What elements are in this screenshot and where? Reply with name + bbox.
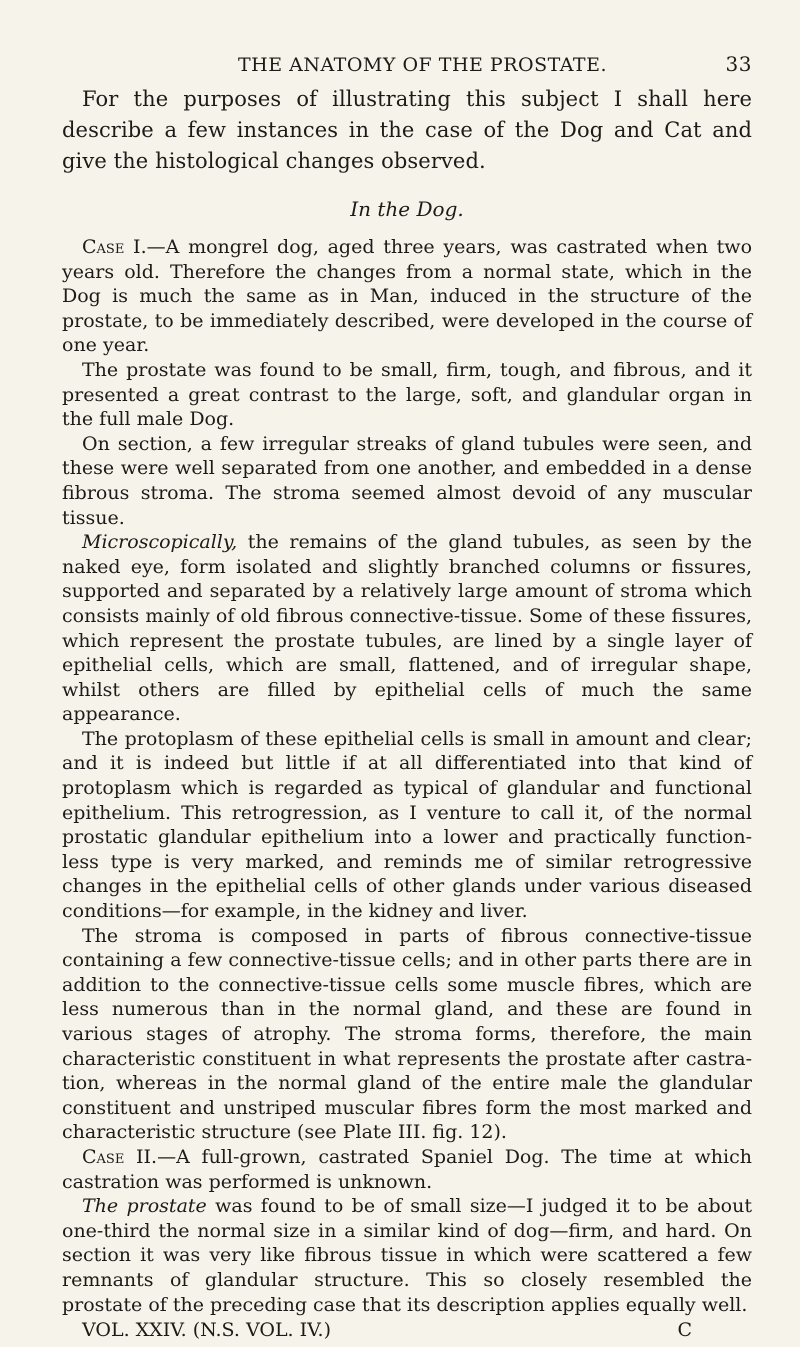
volume-line: VOL. XXIV. (N.S. VOL. IV.) [82,1319,331,1342]
case-2-paragraph-1 [62,1145,752,1194]
body-text [62,235,752,1317]
running-title: THE ANATOMY OF THE PROSTATE. [238,54,607,76]
case-2-text-1: —A full-grown, castrated Spaniel Dog. The time at which castration was performed is unknown. [62,1145,752,1193]
case-1-text-4: the remains of the gland tubules, as seen by the naked eye, form isolated and slightly branched columns or fissures, supported and separated by a relatively large amount of stroma which consists mainly of old fibrous connective-tissue. Some of these fissures, which represent the prostate tubules, are lined by a single layer of epithelial cells, which are small, flattened, and of irregular shape, whilst others are filled by epithelial cells of much the same appearance. [62,531,752,726]
case-1-paragraph-2: The prostate was found to be small, firm, tough, and fibrous, and it presented a great contrast to the large, soft, and glandular organ in the full male Dog. [62,358,752,431]
page-number: 33 [725,52,752,76]
case-1-paragraph-1 [62,235,752,358]
case-2-label: Case II. [82,1145,158,1168]
case-1-paragraph-6: The stroma is composed in parts of fibrous connective-tissue containing a few connective-tissue cells; and in other parts there are in addition to the connective-tissue cells some muscle fibres, which are less numerous than in the normal gland, and these are found in various stages of atrophy. The stroma forms, therefore, the main characteristic constituent in what represents the prostate after castra-tion, whereas in the normal gland of the entire male the glandular constituent and unstriped muscular fibres form the most marked and characteristic structure (see Plate III. fig. 12). [62,924,752,1144]
page-footer [62,1319,752,1347]
signature-mark: C [677,1319,692,1342]
case-1-paragraph-3: On section, a few irregular streaks of gland tubules were seen, and these were well separated from one another, and embedded in a dense fibrous stroma. The stroma seemed almost devoid of any muscular tissue. [62,432,752,529]
case-1-paragraph-5: The protoplasm of these epithelial cells is small in amount and clear; and it is indeed but little if at all differentiated into that kind of protoplasm which is regarded as typical of glandular and functional epithelium. This retrogression, as I venture to call it, of the normal prostatic glandular epithelium into a lower and practically function-less type is very marked, and reminds me of similar retrogressive changes in the epithelial cells of other glands under various diseased conditions—for example, in the kidney and liver. [62,727,752,923]
case-1-paragraph-4 [62,530,752,727]
microscopically-lead: Microscopically, [82,531,238,554]
case-1-text-1: —A mongrel dog, aged three years, was castrated when two years old. Therefore the changes from a normal state, which in the Dog is much the same as in Man, induced in the structure of the prostate, to be immediately described, were developed in the course of one year. [62,236,753,357]
case-2-text-2: was found to be of small size—I judged it to be about one-third the normal size in a similar kind of dog—firm, and hard. On section it was very like fibrous tissue in which were scattered a few remnants of glandular structure. This so closely resembled the prostate of the preceding case that its description applies equally well. [62,1195,752,1316]
running-header [62,48,752,84]
document-page [62,48,752,1347]
case-2-paragraph-2 [62,1194,752,1317]
intro-paragraph: For the purposes of illustrating this subject I shall here describe a few instances in the case of the Dog and Cat and give the histological changes observed. [62,87,752,173]
prostate-lead: The prostate [82,1195,207,1218]
section-heading: In the Dog. [350,197,464,221]
case-1-label: Case I. [82,236,147,258]
